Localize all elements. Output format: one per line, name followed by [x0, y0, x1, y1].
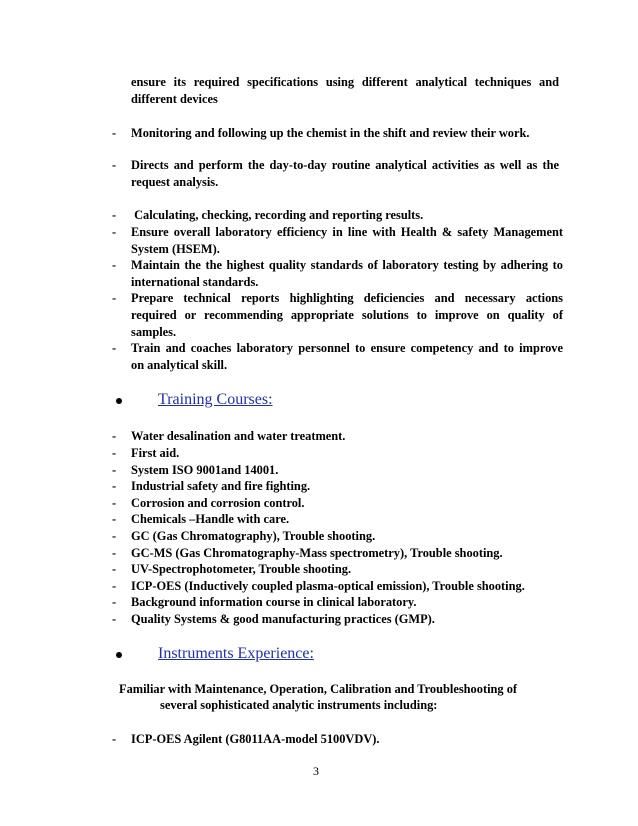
instruments-intro-line-1: Familiar with Maintenance, Operation, Calibration and Troubleshooting of — [119, 682, 518, 696]
duty-item-line: Train and coaches laboratory personnel to ensure competency and to improve — [131, 341, 563, 355]
training-item: Water desalination and water treatment. — [131, 429, 346, 443]
list-dash: - — [112, 258, 117, 272]
list-dash: - — [112, 512, 117, 526]
training-item: Background information course in clinical laboratory. — [131, 595, 417, 609]
duty-item-line: Maintain the the highest quality standards of laboratory testing by adhering to — [131, 258, 563, 272]
list-dash: - — [112, 429, 117, 443]
training-heading: Training Courses: — [158, 391, 273, 408]
intro-line-1: ensure its required specifications using different analytical techniques and — [131, 75, 559, 89]
duty-item-line: Ensure overall laboratory efficiency in line with Health & safety Management — [131, 225, 563, 239]
training-item: UV-Spectrophotometer, Trouble shooting. — [131, 562, 352, 576]
list-dash: - — [112, 496, 117, 510]
training-item: GC-MS (Gas Chromatography-Mass spectrometry), Trouble shooting. — [131, 546, 503, 560]
duty-item: Calculating, checking, recording and reporting results. — [131, 208, 424, 222]
training-item: Chemicals –Handle with care. — [131, 512, 290, 526]
list-dash: - — [112, 579, 117, 593]
list-dash: - — [112, 291, 117, 305]
instruments-intro-line-2: several sophisticated analytic instruments including: — [160, 698, 438, 712]
duty-item-line: international standards. — [131, 275, 259, 289]
training-item: Quality Systems & good manufacturing practices (GMP). — [131, 612, 435, 626]
list-dash: - — [112, 479, 117, 493]
list-dash: - — [112, 595, 117, 609]
training-item: GC (Gas Chromatography), Trouble shooting. — [131, 529, 376, 543]
list-dash: - — [112, 341, 117, 355]
bullet-icon — [116, 652, 122, 658]
list-dash: - — [112, 612, 117, 626]
list-dash: - — [112, 208, 117, 222]
duty-item-line: Prepare technical reports highlighting deficiencies and necessary actions — [131, 291, 563, 305]
list-dash: - — [112, 463, 117, 477]
training-item: System ISO 9001and 14001. — [131, 463, 279, 477]
bullet-icon — [116, 398, 122, 404]
list-dash: - — [112, 546, 117, 560]
training-item: ICP-OES (Inductively coupled plasma-optical emission), Trouble shooting. — [131, 579, 525, 593]
instrument-item: ICP-OES Agilent (G8011AA-model 5100VDV). — [131, 732, 380, 746]
duty-item-line: Directs and perform the day-to-day routine analytical activities as well as the — [131, 158, 559, 172]
list-dash: - — [112, 529, 117, 543]
list-dash: - — [112, 126, 117, 140]
training-item: First aid. — [131, 446, 180, 460]
duty-item-line: required or recommending appropriate solutions to improve on quality of — [131, 308, 563, 322]
list-dash: - — [112, 446, 117, 460]
training-item: Corrosion and corrosion control. — [131, 496, 305, 510]
duty-item: Monitoring and following up the chemist in the shift and review their work. — [131, 126, 530, 140]
list-dash: - — [112, 225, 117, 239]
instruments-heading: Instruments Experience: — [158, 645, 314, 662]
duty-item-line: on analytical skill. — [131, 358, 228, 372]
duty-item-line: samples. — [131, 325, 177, 339]
intro-line-2: different devices — [131, 92, 218, 106]
list-dash: - — [112, 562, 117, 576]
list-dash: - — [112, 732, 117, 746]
duty-item-line: System (HSEM). — [131, 242, 220, 256]
training-item: Industrial safety and fire fighting. — [131, 479, 311, 493]
duty-item-line: request analysis. — [131, 175, 219, 189]
list-dash: - — [112, 158, 117, 172]
page-number: 3 — [313, 764, 319, 778]
